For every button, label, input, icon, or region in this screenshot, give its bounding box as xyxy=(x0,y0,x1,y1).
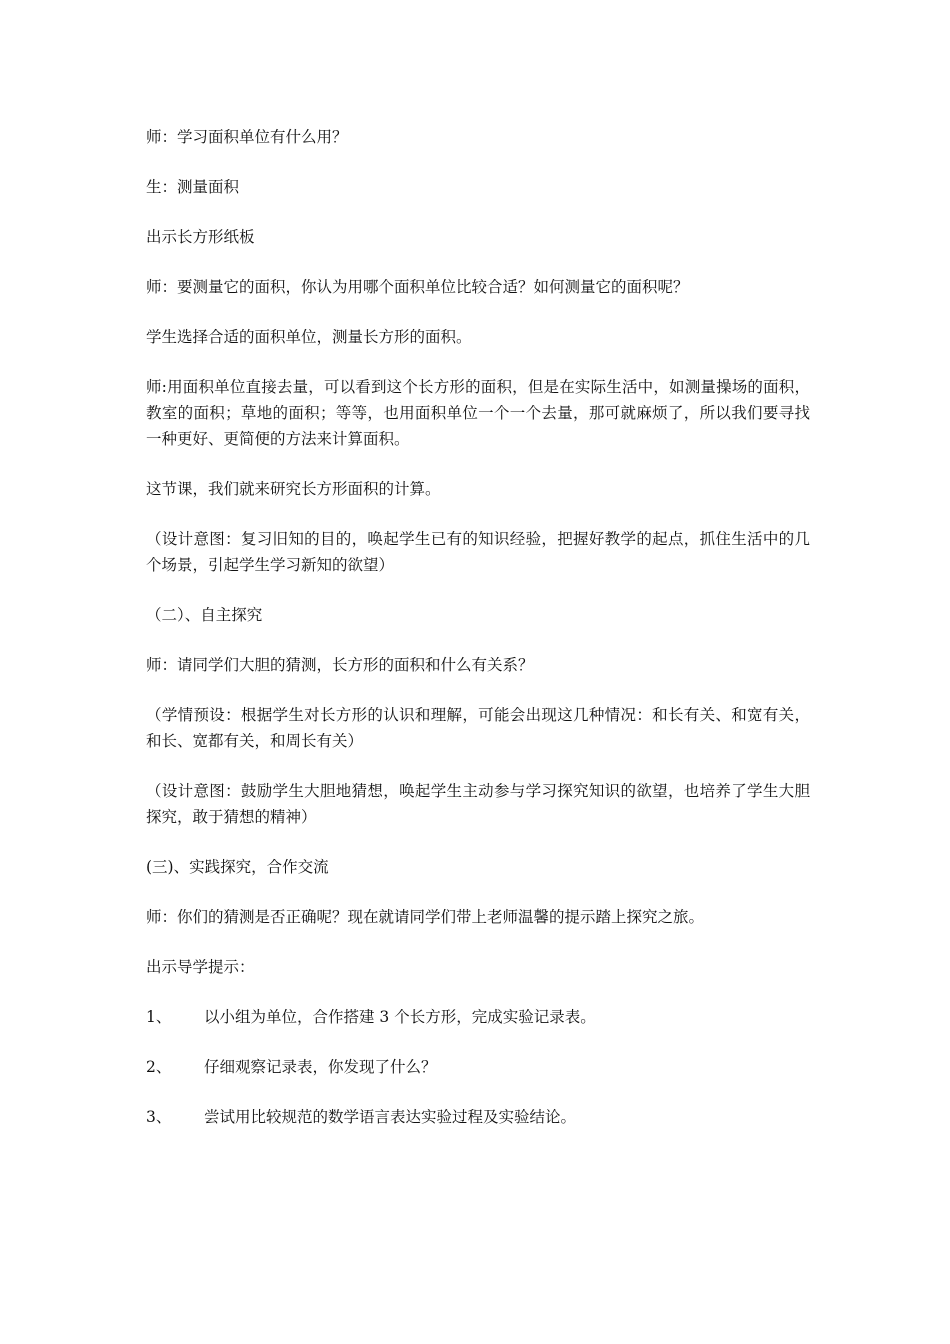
section-heading-2: （二）、自主探究 xyxy=(146,606,263,624)
list-item xyxy=(146,1104,810,1130)
list-item xyxy=(146,1054,810,1080)
paragraph-student-answer: 生：测量面积 xyxy=(146,178,240,196)
paragraph-teacher-explanation: 师:用面积单位直接去量，可以看到这个长方形的面积，但是在实际生活中，如测量操场的面积，教室的面积；草地的面积；等等，也用面积单位一个一个去量，那可就麻烦了，所以我们要寻找一种更好、更简便的方法来计算面积。 xyxy=(146,378,810,448)
paragraph-measure-question: 师：要测量它的面积，你认为用哪个面积单位比较合适？如何测量它的面积呢？ xyxy=(146,278,689,296)
paragraph-lesson-intro: 这节课，我们就来研究长方形面积的计算。 xyxy=(146,480,441,498)
paragraph-student-measure: 学生选择合适的面积单位，测量长方形的面积。 xyxy=(146,328,472,346)
list-item-number: 2、 xyxy=(146,1058,172,1076)
document-body xyxy=(146,124,810,1154)
list-item-text: 仔细观察记录表，你发现了什么？ xyxy=(204,1058,437,1076)
paragraph-design-intent-2: （设计意图：鼓励学生大胆地猜想，唤起学生主动参与学习探究知识的欲望，也培养了学生大胆探究，敢于猜想的精神） xyxy=(146,782,810,826)
paragraph-design-intent-1: （设计意图：复习旧知的目的，唤起学生已有的知识经验，把握好教学的起点，抓住生活中的几个场景，引起学生学习新知的欲望） xyxy=(146,530,810,574)
section-heading-3: (三)、实践探究，合作交流 xyxy=(146,858,329,876)
paragraph-show-board: 出示长方形纸板 xyxy=(146,228,255,246)
paragraph-learning-preset: （学情预设：根据学生对长方形的认识和理解，可能会出现这几种情况：和长有关、和宽有关，和长、宽都有关，和周长有关） xyxy=(146,706,810,750)
list-item-text: 以小组为单位，合作搭建 3 个长方形，完成实验记录表。 xyxy=(204,1008,596,1026)
list-item-number: 3、 xyxy=(146,1108,172,1126)
list-item xyxy=(146,1004,810,1030)
paragraph-guess-question: 师：请同学们大胆的猜测，长方形的面积和什么有关系？ xyxy=(146,656,534,674)
paragraph-teacher-question: 师：学习面积单位有什么用？ xyxy=(146,128,348,146)
paragraph-guide-hints: 出示导学提示： xyxy=(146,958,255,976)
paragraph-verify-question: 师：你们的猜测是否正确呢？现在就请同学们带上老师温馨的提示踏上探究之旅。 xyxy=(146,908,705,926)
list-item-number: 1、 xyxy=(146,1008,172,1026)
list-item-text: 尝试用比较规范的数学语言表达实验过程及实验结论。 xyxy=(204,1108,577,1126)
